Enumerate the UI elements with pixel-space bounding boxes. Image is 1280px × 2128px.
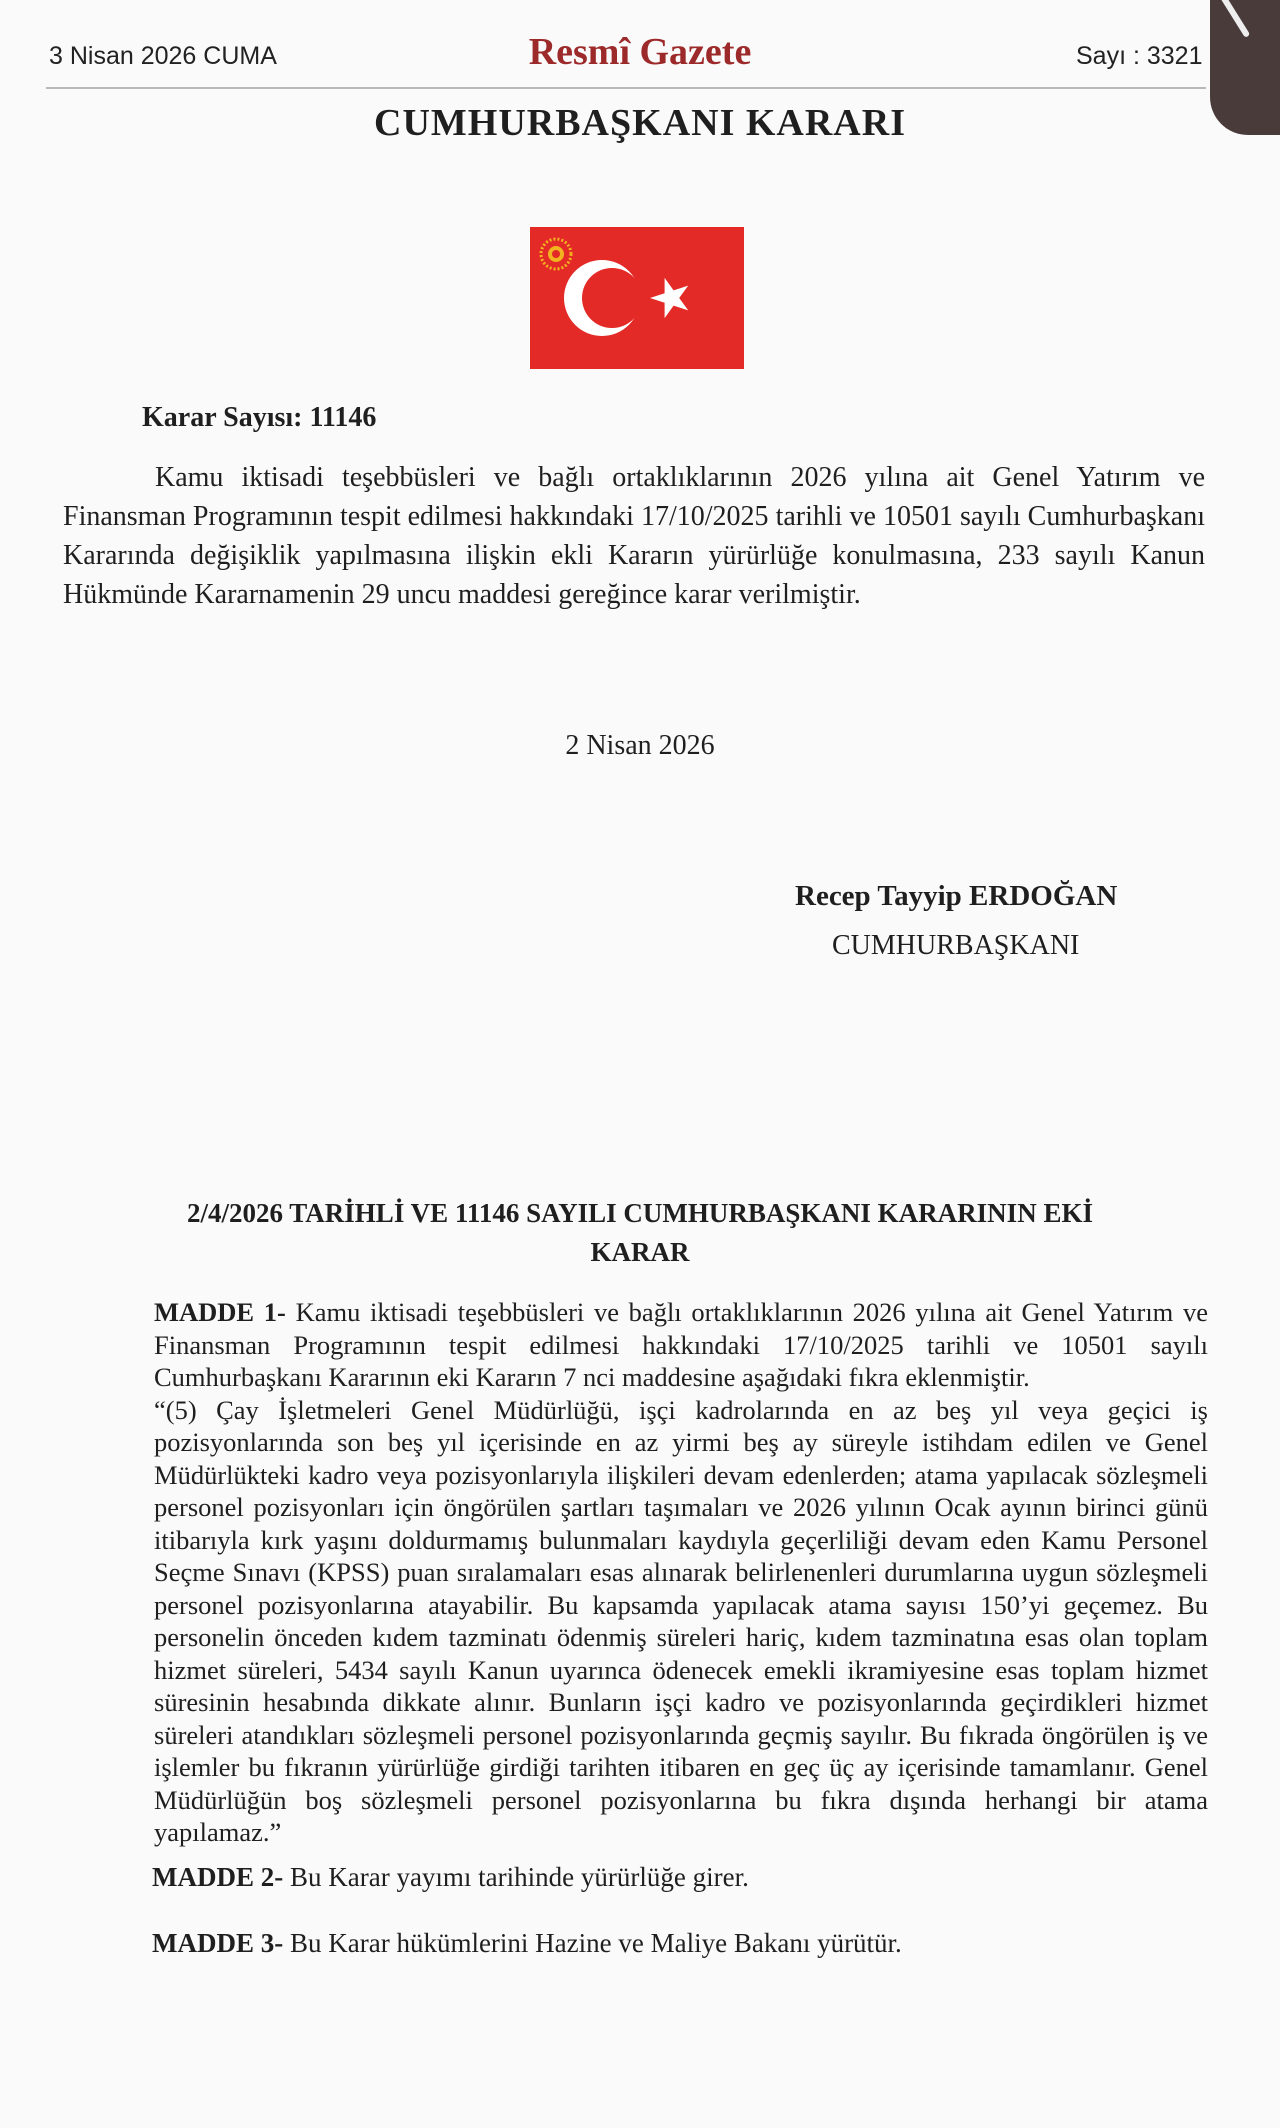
article-1-quoted-clause bbox=[60, 1394, 1208, 1849]
article-1 bbox=[60, 1296, 1208, 1849]
decision-number: Karar Sayısı: 11146 bbox=[142, 402, 377, 433]
article-1-quote-text: “(5) Çay İşletmeleri Genel Müdürlüğü, işçi kadrolarında en az beş yıl veya geçici iş pozisyonlarında son beş yıl içerisinde en az yirmi beş ay süreyle istihdam edilen ve Genel Müdürlükteki kadro veya pozisyonlarıyla ilişkileri devam edenlerden; atama yapılacak sözleşmeli personel pozisyonları için öngörülen şartları taşımaları ve 2026 yılının Ocak ayının birinci günü itibarıyla kırk yaşını doldurmamış bulunmaları kaydıyla geçerliliği devam eden Kamu Personel Seçme Sınavı (KPSS) puan sıralamaları esas alınarak belirlenenleri durumlarına uygun sözleşmeli personel pozisyonlarına atayabilir. Bu kapsamda yapılacak atama sayısı 150’yi geçemez. Bu personelin önceden kıdem tazminatı ödenmiş süreleri hariç, kıdem tazminatına esas olan toplam hizmet süreleri, 5434 sayılı Kanun uyarınca ödenecek emekli ikramiyesine esas toplam hizmet süresinin hesabında dikkate alınır. Bunların işçi kadro ve pozisyonlarında geçirdikleri hizmet süreleri atandıkları sözleşmeli personel pozisyonlarında geçmiş sayılır. Bu fıkrada öngörülen iş ve işlemler bu fıkranın yürürlüğe girdiği tarihten itibaren en geç üç ay içerisinde tamamlanır. Genel Müdürlüğün boş sözleşmeli personel pozisyonlarına bu fıkra dışında herhangi bir atama yapılamaz.” bbox=[154, 1394, 1208, 1847]
article-2-text: Bu Karar yayımı tarihinde yürürlüğe girer. bbox=[283, 1862, 749, 1892]
article-1-lead bbox=[60, 1296, 1208, 1394]
article-3-label: MADDE 3- bbox=[152, 1928, 284, 1958]
document-title: CUMHURBAŞKANI KARARI bbox=[374, 102, 906, 144]
article-2 bbox=[152, 1858, 749, 1897]
article-3-text: Bu Karar hükümlerini Hazine ve Maliye Bakanı yürütür. bbox=[283, 1928, 902, 1958]
header-brand: Resmî Gazete bbox=[528, 31, 752, 73]
signature-date: 2 Nisan 2026 bbox=[565, 730, 715, 761]
annex-title bbox=[120, 1194, 1160, 1272]
article-1-label: MADDE 1- bbox=[154, 1297, 286, 1327]
signer-title: CUMHURBAŞKANI bbox=[832, 930, 1080, 961]
header-date: 3 Nisan 2026 CUMA bbox=[49, 42, 277, 70]
article-3 bbox=[152, 1924, 902, 1963]
article-2-label: MADDE 2- bbox=[152, 1862, 284, 1892]
header-issue-number: Sayı : 3321 bbox=[1076, 42, 1203, 70]
preamble-paragraph: Kamu iktisadi teşebbüsleri ve bağlı ortaklıklarının 2026 yılına ait Genel Yatırım ve Finansman Programının tespit edilmesi hakkındaki 17/10/2025 tarihli ve 10501 sayılı Cumhurbaşkanı Kararında değişiklik yapılmasına ilişkin ekli Kararın yürürlüğe konulmasına, 233 sayılı Kanun Hükmünde Kararnamenin 29 uncu maddesi gereğince karar verilmiştir. bbox=[63, 462, 1205, 610]
turkish-flag-icon bbox=[530, 227, 744, 369]
annex-title-line-1: 2/4/2026 TARİHLİ VE 11146 SAYILI CUMHURBAŞKANI KARARININ EKİ bbox=[187, 1198, 1093, 1228]
header-divider bbox=[46, 87, 1206, 89]
signer-name: Recep Tayyip ERDOĞAN bbox=[795, 880, 1118, 912]
article-1-text: Kamu iktisadi teşebbüsleri ve bağlı ortaklıklarının 2026 yılına ait Genel Yatırım ve Finansman Programının tespit edilmesi hakkındaki 17/10/2025 tarihli ve 10501 sayılı Cumhurbaşkanı Kararının eki Kararın 7 nci maddesine aşağıdaki fıkra eklenmiştir. bbox=[154, 1297, 1208, 1392]
annex-title-line-2: KARAR bbox=[590, 1237, 690, 1267]
